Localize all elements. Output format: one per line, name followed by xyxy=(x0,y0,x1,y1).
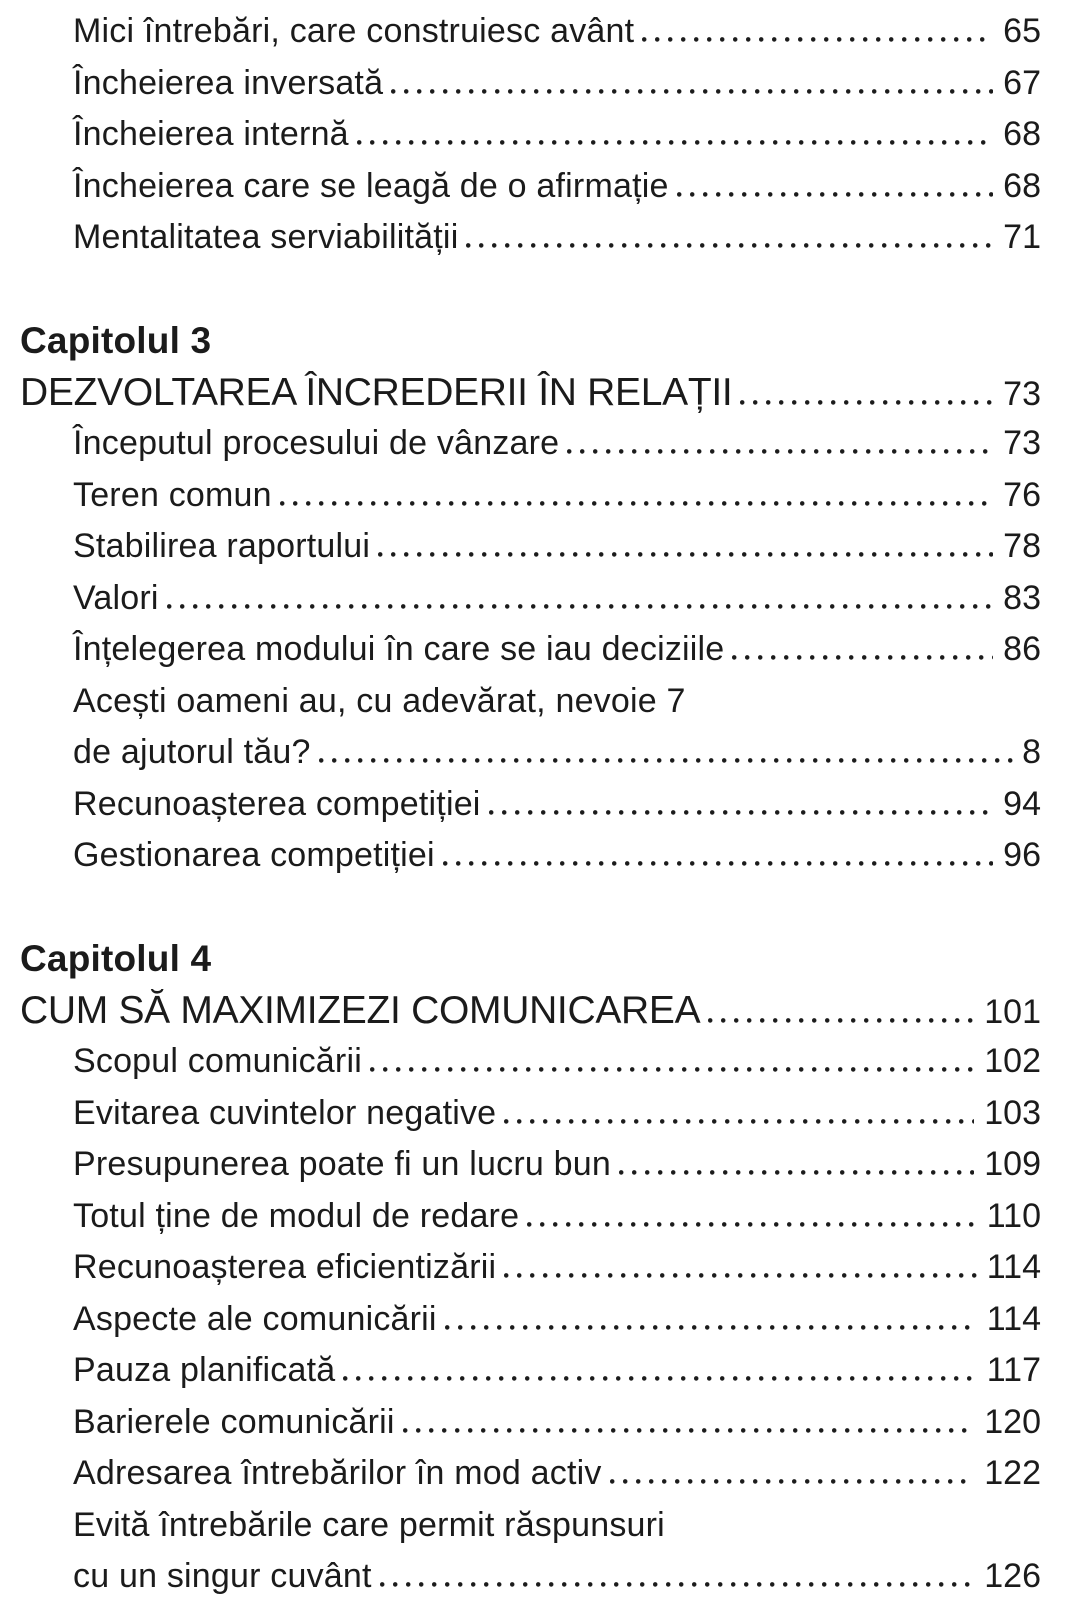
toc-entry-title: Recunoașterea competiției xyxy=(73,784,481,823)
dot-leader xyxy=(677,192,994,197)
toc-entry-title: Teren comun xyxy=(73,475,272,514)
toc-entry-title: Încheierea inversată xyxy=(73,63,384,102)
toc-entry-page: 68 xyxy=(1003,166,1041,205)
toc-entry-row[interactable] xyxy=(20,1088,1041,1140)
toc-entry-title: Aspecte ale comunicării xyxy=(73,1299,437,1338)
toc-entry-title: Înțelegerea modului în care se iau deciziile xyxy=(73,630,725,668)
toc-entry-row-wrap[interactable] xyxy=(20,1500,1041,1552)
dot-leader xyxy=(380,1582,975,1587)
chapter-label-row xyxy=(20,315,1041,367)
chapter-page: 73 xyxy=(1003,374,1041,413)
toc-entry-title: Evită întrebările care permit răspunsuri xyxy=(73,1505,665,1544)
toc-entry-page: 73 xyxy=(1003,424,1041,462)
toc-entry-row[interactable] xyxy=(20,727,1041,779)
toc-entry-row[interactable] xyxy=(20,58,1041,110)
dot-leader xyxy=(343,1376,976,1381)
dot-leader xyxy=(740,400,993,405)
toc-entry-page: 83 xyxy=(1003,578,1041,617)
toc-entry-row[interactable] xyxy=(20,6,1041,58)
toc-entry-page: 122 xyxy=(984,1454,1041,1492)
toc-entry-row[interactable] xyxy=(20,624,1041,676)
toc-entry-row[interactable] xyxy=(20,109,1041,161)
chapter-title: DEZVOLTAREA ÎNCREDERII ÎN RELAȚII xyxy=(20,370,733,414)
toc-entry-title: Valori xyxy=(73,578,159,617)
chapter-label: Capitolul 3 xyxy=(20,320,212,361)
toc-entry-title: cu un singur cuvânt xyxy=(73,1557,372,1595)
toc-entry-page: 71 xyxy=(1003,218,1041,256)
toc-entry-page: 114 xyxy=(986,1248,1041,1286)
chapter-label-row xyxy=(20,933,1041,985)
toc-entry-row[interactable] xyxy=(20,1242,1041,1294)
section-gap xyxy=(20,264,1041,316)
toc-entry-page: 114 xyxy=(986,1299,1041,1338)
toc-entry-title: Gestionarea competiției xyxy=(73,836,435,874)
dot-leader xyxy=(527,1222,977,1227)
toc-entry-page: 126 xyxy=(984,1557,1041,1595)
dot-leader xyxy=(610,1479,975,1484)
chapter-title-row[interactable] xyxy=(20,367,1041,419)
toc-entry-title: Scopul comunicării xyxy=(73,1042,362,1080)
toc-entry-page: 65 xyxy=(1003,12,1041,50)
dot-leader xyxy=(378,552,993,557)
toc-entry-page: 109 xyxy=(984,1145,1041,1183)
toc-entry-page: 120 xyxy=(984,1402,1041,1441)
toc-entry-row[interactable] xyxy=(20,418,1041,470)
toc-entry-title: Recunoașterea eficientizării xyxy=(73,1248,497,1286)
dot-leader xyxy=(642,37,993,42)
dot-leader xyxy=(391,89,993,94)
dot-leader xyxy=(319,758,1021,763)
toc-entry-row[interactable] xyxy=(20,521,1041,573)
dot-leader xyxy=(443,861,993,866)
section-gap xyxy=(20,882,1041,934)
chapter-page: 101 xyxy=(984,992,1041,1031)
toc-entry-page: 8 xyxy=(1022,733,1041,771)
toc-entry-title: Evitarea cuvintelor negative xyxy=(73,1093,497,1132)
toc-entry-row[interactable] xyxy=(20,1551,1041,1600)
toc-entry-row[interactable] xyxy=(20,830,1041,882)
toc-entry-row[interactable] xyxy=(20,161,1041,213)
toc-entry-title: Mici întrebări, care construiesc avânt xyxy=(73,12,635,50)
dot-leader xyxy=(504,1273,977,1278)
toc-entry-title: Barierele comunicării xyxy=(73,1402,395,1441)
toc-entry-page: 96 xyxy=(1003,836,1041,874)
toc-entry-row[interactable] xyxy=(20,1294,1041,1346)
dot-leader xyxy=(445,1325,977,1330)
chapter-title: CUM SĂ MAXIMIZEZI COMUNICAREA xyxy=(20,988,701,1032)
toc-entry-row[interactable] xyxy=(20,779,1041,831)
toc-entry-page: 94 xyxy=(1003,784,1041,823)
dot-leader xyxy=(489,810,994,815)
toc-entry-row[interactable] xyxy=(20,573,1041,625)
toc-entry-row-wrap[interactable] xyxy=(20,676,1041,728)
toc-entry-row[interactable] xyxy=(20,1191,1041,1243)
toc-entry-title: Adresarea întrebărilor în mod activ xyxy=(73,1454,602,1492)
dot-leader xyxy=(280,501,993,506)
dot-leader xyxy=(732,655,993,660)
toc-entry-title: Acești oameni au, cu adevărat, nevoie 7 xyxy=(73,681,686,720)
chapter-label: Capitolul 4 xyxy=(20,938,212,979)
dot-leader xyxy=(708,1018,974,1023)
toc-entry-row[interactable] xyxy=(20,212,1041,264)
toc-entry-row[interactable] xyxy=(20,1036,1041,1088)
dot-leader xyxy=(619,1170,974,1175)
dot-leader xyxy=(370,1067,974,1072)
dot-leader xyxy=(357,140,993,145)
toc-entry-row[interactable] xyxy=(20,1448,1041,1500)
toc-entry-title: de ajutorul tău? xyxy=(73,733,311,771)
toc-entry-page: 78 xyxy=(1003,527,1041,565)
toc-entry-page: 102 xyxy=(984,1042,1041,1080)
toc-entry-row[interactable] xyxy=(20,1397,1041,1449)
toc-entry-row[interactable] xyxy=(20,1345,1041,1397)
toc-entry-page: 103 xyxy=(984,1093,1041,1132)
chapter-title-row[interactable] xyxy=(20,985,1041,1037)
toc-entry-row[interactable] xyxy=(20,1139,1041,1191)
toc-entry-title: Încheierea care se leagă de o afirmație xyxy=(73,166,669,205)
dot-leader xyxy=(167,604,994,609)
dot-leader xyxy=(466,243,993,248)
toc-entry-page: 117 xyxy=(986,1351,1041,1389)
toc-entry-page: 68 xyxy=(1003,115,1041,153)
toc-entry-page: 67 xyxy=(1003,63,1041,102)
toc-entry-title: Încheierea internă xyxy=(73,115,349,153)
toc-entry-page: 76 xyxy=(1003,475,1041,514)
toc-entry-page: 86 xyxy=(1003,630,1041,668)
toc-entry-title: Stabilirea raportului xyxy=(73,527,371,565)
dot-leader xyxy=(403,1428,975,1433)
toc-entry-title: Presupunerea poate fi un lucru bun xyxy=(73,1145,611,1183)
toc-entry-title: Mentalitatea serviabilității xyxy=(73,218,459,256)
toc-entry-title: Începutul procesului de vânzare xyxy=(73,424,560,462)
toc-entry-page: 110 xyxy=(986,1196,1041,1235)
dot-leader xyxy=(504,1119,974,1124)
toc-entry-title: Totul ține de modul de redare xyxy=(73,1196,520,1235)
toc-entry-title: Pauza planificată xyxy=(73,1351,336,1389)
toc-entry-row[interactable] xyxy=(20,470,1041,522)
dot-leader xyxy=(567,449,993,454)
